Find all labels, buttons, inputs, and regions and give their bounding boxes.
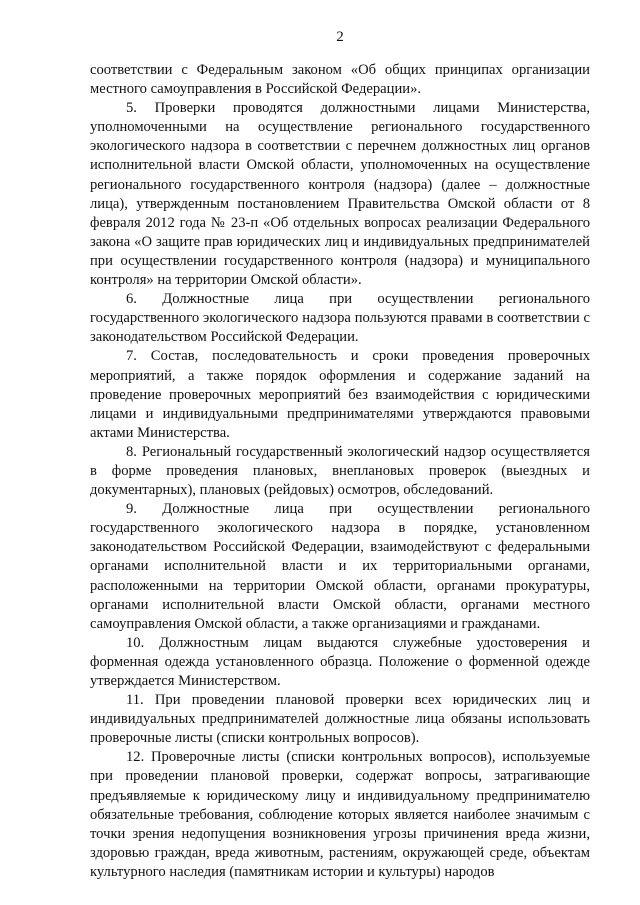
paragraph: 9. Должностные лица при осуществлении регионального государственного экологического надзора в порядке, установленном законодательством Российской Федерации, взаимодействуют с федеральными органами исполнительной власти и их территориальными органами, расположенными на территории Омской области, органами прокуратуры, органами исполнительной власти Омской области, органами местного самоуправления Омской области, а также организациями и гражданами. [90,501,590,632]
paragraph: соответствии с Федеральным законом «Об общих принципах организации местного самоуправления в Российской Федерации». [90,62,590,98]
paragraph: 8. Региональный государственный экологический надзор осуществляется в форме проведения плановых, внеплановых проверок (выездных и документарных), плановых (рейдовых) осмотров, обследований. [90,443,590,499]
document-page [90,0,590,905]
paragraph: 6. Должностные лица при осуществлении регионального государственного экологического надзора пользуются правами в соответствии с законодательством Российской Федерации. [90,291,590,346]
paragraph: 5. Проверки проводятся должностными лицами Министерства, уполномоченными на осуществление регионального государственного экологического надзора в соответствии с перечнем должностных лиц органов исполнительной власти Омской области, уполномоченных на осуществление регионального государственного контроля (надзора) (далее – должностные лица), утвержденным постановлением Правительства Омской области от 8 февраля 2012 года № 23-п «Об отдельных вопросах реализации Федерального закона «О защите прав юридических лиц и индивидуальных предпринимателей при осуществлении государственного контроля (надзора) и муниципального контроля» на территории Омской области». [90,100,590,289]
document-body [90,61,590,882]
page-number: 2 [336,29,344,45]
paragraph: 11. При проведении плановой проверки всех юридических лиц и индивидуальных предпринимателей должностные лица обязаны использовать проверочные листы (списки контрольных вопросов). [90,692,590,747]
paragraph: 12. Проверочные листы (списки контрольных вопросов), используемые при проведении плановой проверки, содержат вопросы, затрагивающие предъявляемые к юридическому лицу и индивидуальному предпринимателю обязательные требования, соблюдение которых является наиболее значимым с точки зрения недопущения возникновения угрозы причинения вреда жизни, здоровью граждан, вреда животным, растениям, окружающей среде, объектам культурного наследия (памятникам истории и культуры) народов [90,749,590,880]
paragraph: 10. Должностным лицам выдаются служебные удостоверения и форменная одежда установленного образца. Положение о форменной одежде утверждается Министерством. [90,634,590,689]
paragraph: 7. Состав, последовательность и сроки проведения проверочных мероприятий, а также порядок оформления и содержание заданий на проведение проверочных мероприятий без взаимодействия с юридическими лицами и индивидуальными предпринимателями утверждаются правовыми актами Министерства. [90,348,590,441]
